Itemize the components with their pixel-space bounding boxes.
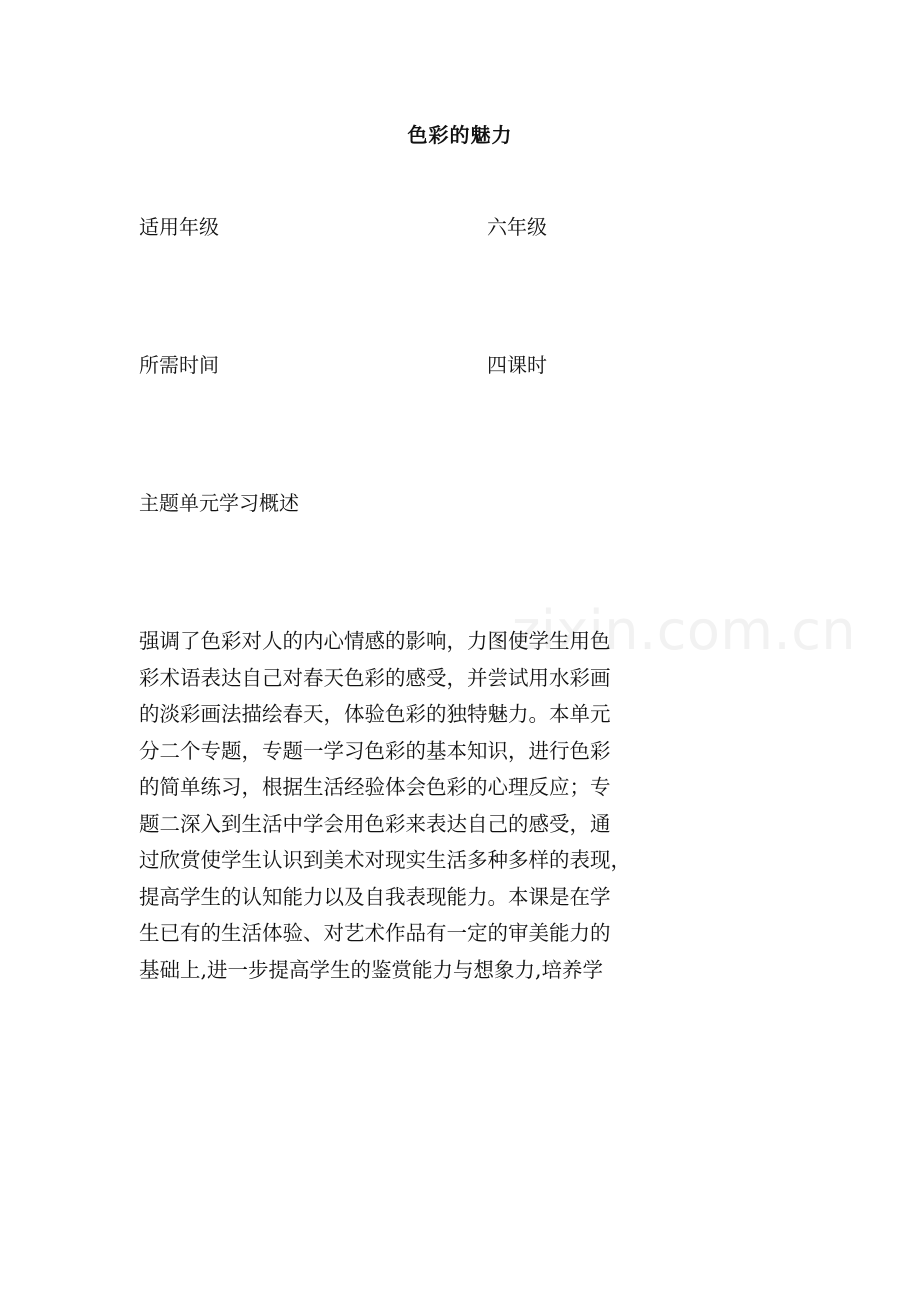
time-value: 四课时 bbox=[487, 353, 547, 377]
overview-heading: 主题单元学习概述 bbox=[139, 491, 299, 515]
overview-paragraph bbox=[139, 623, 644, 988]
grade-label: 适用年级 bbox=[139, 215, 219, 239]
paragraph-line: 提高学生的认知能力以及自我表现能力。本课是在学 bbox=[139, 884, 611, 909]
page-title: 色彩的魅力 bbox=[407, 123, 513, 147]
paragraph-line: 分二个专题，专题一学习色彩的基本知识，进行色彩 bbox=[139, 738, 611, 763]
watermark: zixin.com.cn bbox=[512, 599, 857, 662]
paragraph-line: 强调了色彩对人的内心情感的影响，力图使学生用色 bbox=[139, 629, 611, 653]
grade-value: 六年级 bbox=[487, 215, 547, 239]
paragraph-line: 题二深入到生活中学会用色彩来表达自己的感受，通 bbox=[139, 811, 611, 836]
time-label: 所需时间 bbox=[139, 353, 219, 377]
paragraph-line: 的淡彩画法描绘春天，体验色彩的独特魅力。本单元 bbox=[139, 702, 611, 726]
paragraph-line: 过欣赏使学生认识到美术对现实生活多种多样的表现， bbox=[139, 848, 631, 872]
paragraph-line: 生已有的生活体验、对艺术作品有一定的审美能力的 bbox=[139, 921, 611, 945]
paragraph-line: 彩术语表达自己对春天色彩的感受，并尝试用水彩画 bbox=[139, 665, 611, 690]
paragraph-line: 基础上,进一步提高学生的鉴赏能力与想象力,培养学 bbox=[139, 957, 604, 982]
paragraph-line: 的简单练习，根据生活经验体会色彩的心理反应；专 bbox=[139, 775, 611, 799]
